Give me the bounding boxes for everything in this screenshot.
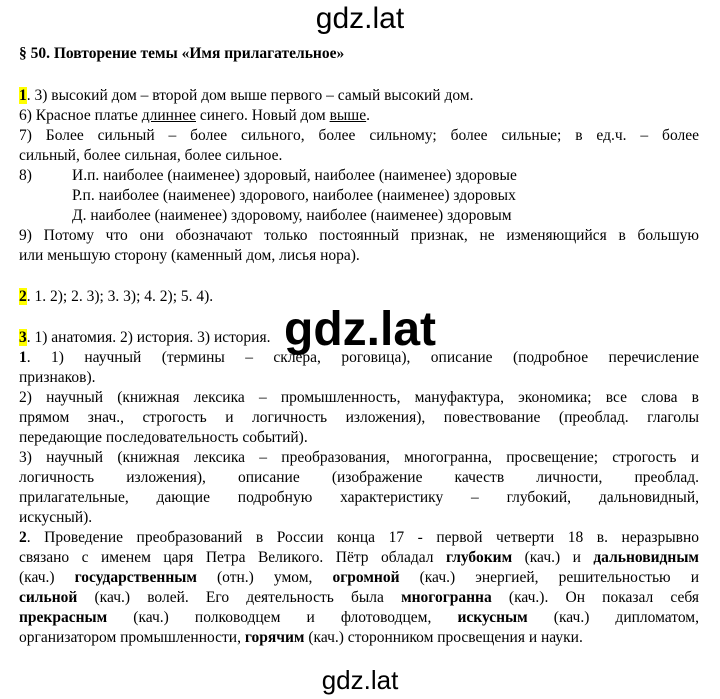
text: . <box>366 107 371 124</box>
task3-s2-line1 <box>19 528 699 548</box>
text: (кач.) волей. Его деятельность была <box>77 589 402 606</box>
text: . 3) высокий дом – второй дом выше первого – самый высокий дом. <box>26 87 474 104</box>
task3-p2a: 2) научный (книжная лексика – промышленность, мануфактура, экономика; все слова в <box>19 389 699 406</box>
text: (кач.) полководцем и флотоводцем, <box>107 609 458 626</box>
bold-word: глубоким <box>445 549 513 566</box>
text: (кач.). Он показал себя <box>491 589 699 606</box>
task1-line3 <box>19 86 699 106</box>
bold-word: горячим <box>244 629 305 646</box>
text: (кач.) сторонником просвещения и науки. <box>304 629 583 646</box>
bold-word: сильной <box>19 589 78 606</box>
bold-word: искусным <box>457 609 528 626</box>
task1-line7a: 7) Более сильный – более сильного, более сильному; более сильные; в ед.ч. – более <box>19 127 699 144</box>
item-number: 8) <box>19 167 32 184</box>
watermark-middle: gdz.lat <box>284 303 436 356</box>
task3-s2-line3 <box>19 568 699 588</box>
task1-line8 <box>19 166 699 186</box>
text: (кач.) дипломатом, <box>527 609 699 626</box>
underlined-word: длиннее <box>141 107 196 124</box>
task3-p2c: передающие последовательность событий). <box>19 429 308 446</box>
task1-line9b: или меньшую сторону (каменный дом, лисья нора). <box>19 247 360 264</box>
bold-word: дальновидным <box>593 549 699 566</box>
task3-p1b: признаков). <box>19 369 96 386</box>
task3-p2b: прямом знач., строгость и логичность изложения), повествование (преоблад. глаголы <box>19 409 699 426</box>
task3-p3d: искусный). <box>19 509 93 526</box>
task1-line6 <box>19 106 699 126</box>
bold-word: огромной <box>332 569 400 586</box>
text: 6) Красное платье <box>19 107 142 124</box>
text: синего. Новый дом <box>196 107 330 124</box>
task-number-2: 2 <box>19 288 27 305</box>
item-number: 2 <box>19 529 27 546</box>
bold-word: государственным <box>74 569 197 586</box>
task3-p3b: логичность изложения), описание (изображение качеств личности, преоблад. <box>19 469 699 486</box>
watermark-bottom: gdz.lat <box>321 665 399 695</box>
text: . 1) научный (термины – склера, роговица), описание (подробное перечисление <box>26 349 699 366</box>
task3-p3a: 3) научный (книжная лексика – преобразования, многогранна, просвещение; строгость и <box>19 449 699 466</box>
text: И.п. наиболее (наименее) здоровый, наиболее (наименее) здоровые <box>72 167 517 184</box>
text: организатором промышленности, <box>19 629 245 646</box>
text: (кач.) <box>19 569 75 586</box>
text: (кач.) и <box>512 549 594 566</box>
task1-line8b: Р.п. наиболее (наименее) здорового, наиболее (наименее) здоровых <box>72 187 516 204</box>
text: (кач.) энергией, решительностью и <box>399 569 699 586</box>
task3-s2-line4 <box>19 588 699 608</box>
watermark-top: gdz.lat <box>315 2 405 35</box>
item-number: 1 <box>19 349 27 366</box>
section-title: § 50. Повторение темы «Имя прилагательное» <box>19 45 345 62</box>
text: . 1. 2); 2. 3); 3. 3); 4. 2); 5. 4). <box>26 288 214 305</box>
task3-s2-line5 <box>19 608 699 628</box>
task1-line8c: Д. наиболее (наименее) здоровому, наиболее (наименее) здоровым <box>72 207 512 224</box>
task-number-1: 1 <box>19 87 27 104</box>
text: (отн.) умом, <box>196 569 333 586</box>
bold-word: многогранна <box>401 589 492 606</box>
task3-s2-line2 <box>19 548 699 568</box>
text: . 1) анатомия. 2) история. 3) история. <box>26 329 271 346</box>
text: связано с именем царя Петра Великого. Пётр обладал <box>19 549 434 566</box>
task3-s2-line6 <box>19 628 699 648</box>
task1-line7b: сильный, более сильная, более сильное. <box>19 147 283 164</box>
task3-p3c: прилагательные, дающие подробную характеристику – глубокий, дальновидный, <box>19 489 699 506</box>
text: . Проведение преобразований в России конца 17 - первой четверти 18 в. неразрывно <box>26 529 699 546</box>
bold-word: прекрасным <box>19 609 108 626</box>
task1-line9a: 9) Потому что они обозначают только постоянный признак, не изменяющийся в большую <box>19 227 699 244</box>
task-number-3: 3 <box>19 329 27 346</box>
underlined-word: выше <box>329 107 367 124</box>
